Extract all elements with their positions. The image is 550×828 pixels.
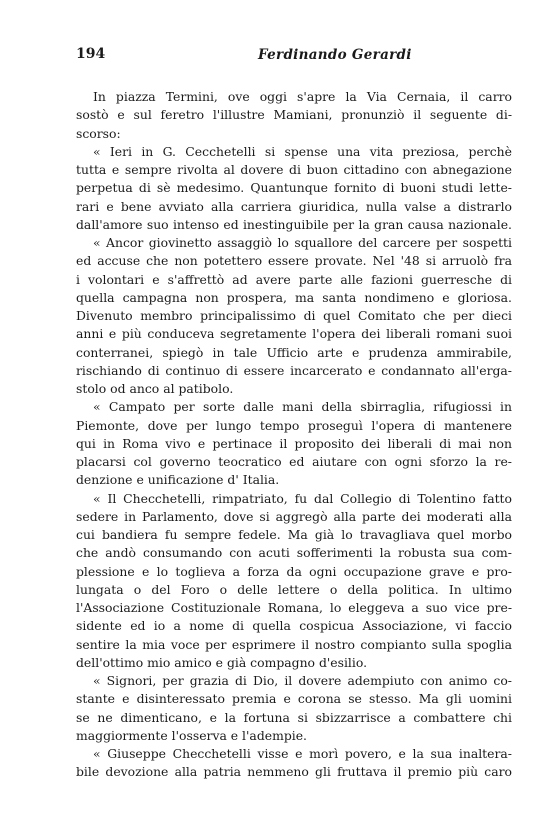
text-line: ed accuse che non potettero essere provate. Nel '48 si arruolò fra	[76, 253, 512, 269]
text-line: rischiando di continuo di essere incarcerato e condannato all'erga-	[76, 362, 512, 378]
text-line: sentire la mia voce per esprimere il nostro compianto sulla spoglia	[76, 636, 512, 652]
running-title: Ferdinando Gerardi	[258, 47, 412, 63]
text-line: conterranei, spiegò in tale Ufficio arte e prudenza ammirabile,	[76, 344, 512, 360]
text-line: « Signori, per grazia di Dio, il dovere adempiuto con animo co-	[93, 673, 512, 688]
text-line: se ne dimenticano, e la fortuna si sbizzarrisce a combattere chi	[76, 709, 512, 725]
text-line: plessione e lo toglieva a forza da ogni occupazione grave e pro-	[76, 563, 512, 579]
text-line: stante e disinteressato premia e corona se stesso. Ma gli uomini	[76, 691, 512, 707]
text-line: che andò consumando con acuti sofferimenti la robusta sua com-	[76, 545, 512, 561]
text-line: tutta e sempre rivolta al dovere di buon cittadino con abnegazione	[76, 162, 512, 177]
text-line: bile devozione alla patria nemmeno gli fruttava il premio più caro	[76, 764, 512, 780]
text-line: placarsi col governo teocratico ed aiutare con ogni sforzo la re-	[76, 454, 512, 469]
text-line: sedere in Parlamento, dove si aggregò alla parte dei moderati alla	[76, 508, 512, 524]
text-line: In piazza Termini, ove oggi s'apre la Via Cernaia, il carro	[93, 89, 512, 104]
text-line: sostò e sul feretro l'illustre Mamiani, pronunziò il seguente di-	[76, 107, 512, 123]
text-line: cui bandiera fu sempre fedele. Ma già lo travagliava quel morbo	[76, 527, 512, 542]
text-line: Divenuto membro principalissimo di quel Comitato che per dieci	[76, 308, 512, 323]
text-line: denzione e unificazione d' Italia.	[76, 472, 280, 488]
text-line: « Il Checchetelli, rimpatriato, fu dal Collegio di Tolentino fatto	[93, 490, 512, 506]
text-line: lungata o del Foro o delle lettere o della politica. In ultimo	[76, 581, 512, 597]
text-line: i volontari e s'affrettò ad avere parte alle fazioni guerresche di	[76, 271, 512, 287]
text-line: Piemonte, dove per lungo tempo proseguì l'opera di mantenere	[76, 417, 512, 433]
text-line: « Campato per sorte dalle mani della sbirraglia, rifugiossi in	[93, 399, 512, 415]
page-header	[76, 46, 512, 66]
text-line: quella campagna non prospera, ma santa nondimeno e gloriosa.	[76, 289, 512, 305]
text-line: dall'amore suo intenso ed inestinguibile per la gran causa nazionale.	[76, 216, 512, 232]
text-line: perpetua di sè medesimo. Quantunque fornito di buoni studi lette-	[76, 180, 512, 196]
body-text	[76, 88, 512, 782]
text-line: stolo od anco al patibolo.	[76, 381, 234, 396]
text-line: qui in Roma vivo e pertinace il proposito dei liberali di mai non	[76, 435, 512, 451]
text-line: « Ancor giovinetto assaggiò lo squallore del carcere per sospetti	[93, 235, 512, 250]
text-line: scorso:	[76, 125, 121, 141]
text-line: « Ieri in G. Cecchetelli si spense una vita preziosa, perchè	[93, 143, 512, 159]
page-number: 194	[76, 46, 106, 62]
text-line: dell'ottimo mio amico e già compagno d'esilio.	[76, 654, 368, 670]
text-line: rari e bene avviato alla carriera giuridica, nulla valse a distrarlo	[76, 198, 512, 214]
text-line: l'Associazione Costituzionale Romana, lo eleggeva a suo vice pre-	[76, 600, 512, 615]
text-line: « Giuseppe Checchetelli visse e morì povero, e la sua inaltera-	[93, 746, 512, 761]
text-line: sidente ed io a nome di quella cospicua Associazione, vi faccio	[76, 618, 512, 634]
text-line: anni e più conduceva segretamente l'opera dei liberali romani suoi	[76, 326, 512, 342]
text-line: maggiormente l'osserva e l'adempie.	[76, 727, 307, 743]
